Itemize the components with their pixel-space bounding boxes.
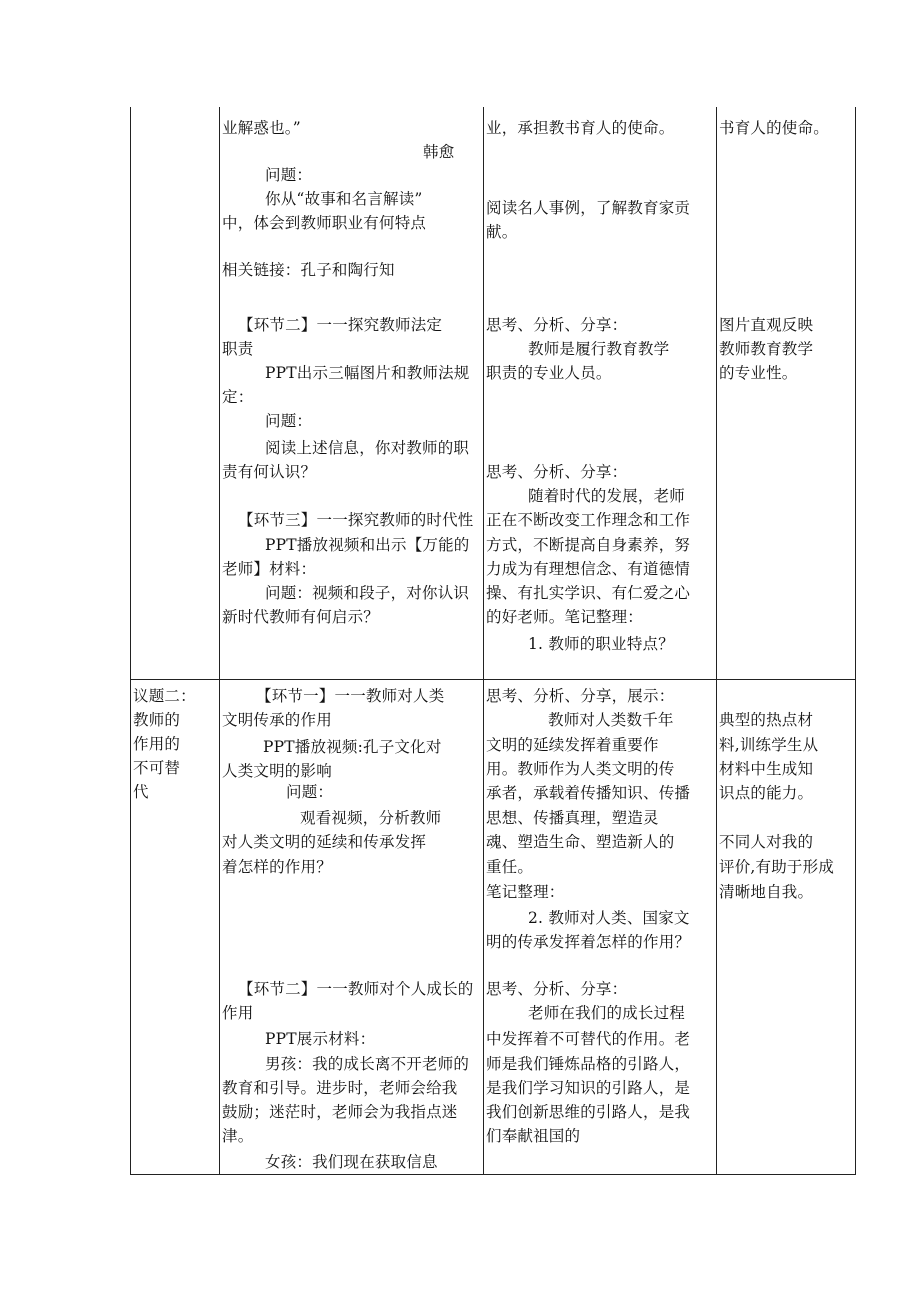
column-divider-2 <box>483 107 484 1175</box>
row1-process-line: 相关链接：孔子和陶行知 <box>222 261 395 279</box>
row2-activity-line: 们奉献祖国的 <box>486 1127 581 1145</box>
row2-activity-line: 中发挥着不可替代的作用。老 <box>486 1030 691 1048</box>
row1-process-line: 老师】材料： <box>222 560 317 578</box>
row1-activity-line: 职责的专业人员。 <box>486 364 612 382</box>
row1-process-line: PPT出示三幅图片和教师法规 <box>265 364 470 382</box>
row1-process-line: 定： <box>222 388 254 406</box>
row2-topic-line: 代 <box>133 783 149 801</box>
row1-intent-line: 书育人的使命。 <box>719 119 829 137</box>
row2-intent-line: 不同人对我的 <box>719 833 814 851</box>
row2-activity-line: 思想、传播真理，塑造灵 <box>486 809 659 827</box>
row1-process-line: 中，体会到教师职业有何特点 <box>222 214 427 232</box>
row1-intent-line: 的专业性。 <box>719 364 798 382</box>
row1-process-line: 新时代教师有何启示？ <box>222 608 380 626</box>
row2-activity-line: 重任。 <box>486 858 534 876</box>
row2-process-line: 着怎样的作用？ <box>222 858 332 876</box>
row2-intent-line: 材料中生成知 <box>719 760 814 778</box>
row2-topic-line: 议题二： <box>133 687 196 705</box>
table-border-left <box>130 107 131 1175</box>
row2-intent-line: 清晰地自我。 <box>719 883 814 901</box>
row1-process-line: 问题： <box>265 412 313 430</box>
row2-process-line: PPT播放视频:孔子文化对 <box>263 738 442 756</box>
row2-intent-line: 料,训练学生从 <box>719 736 819 754</box>
row2-process-line: 问题： <box>286 783 334 801</box>
row2-activity-line: 用。教师作为人类文明的传 <box>486 760 675 778</box>
table-border-right <box>855 107 856 1175</box>
row1-activity-line: 方式，不断提高自身素养，努 <box>486 536 691 554</box>
row2-activity-line: 明的传承发挥着怎样的作用？ <box>486 933 691 951</box>
row2-activity-line: 老师在我们的成长过程 <box>528 1004 686 1022</box>
row1-activity-line: 思考、分析、分享： <box>486 316 628 334</box>
row2-activity-line: 笔记整理： <box>486 883 565 901</box>
row1-process-line: 你从“故事和名言解读” <box>265 190 423 208</box>
row1-process-line: PPT播放视频和出示【万能的 <box>265 536 470 554</box>
row1-activity-line: 献。 <box>486 223 518 241</box>
row2-process-line: 津。 <box>222 1127 254 1145</box>
row2-intent-line: 识点的能力。 <box>719 784 814 802</box>
row2-process-line: 男孩：我的成长离不开老师的 <box>265 1055 470 1073</box>
row2-process-line: 【环节一】一一教师对人类 <box>256 687 445 705</box>
row1-activity-line: 正在不断改变工作理念和工作 <box>486 511 691 529</box>
row1-process-line: 业解惑也。” <box>222 119 301 137</box>
row2-intent-line: 评价,有助于形成 <box>719 858 835 876</box>
row1-process-line: 【环节二】一一探究教师法定 <box>238 316 443 334</box>
row1-activity-line: 业，承担教书育人的使命。 <box>486 119 675 137</box>
row2-process-line: 作用 <box>222 1004 254 1022</box>
row2-activity-line: 2. 教师对人类、国家文 <box>528 909 690 927</box>
row2-activity-line: 师是我们锤炼品格的引路人， <box>486 1055 691 1073</box>
row2-activity-line: 魂、塑造生命、塑造新人的 <box>486 833 675 851</box>
row2-activity-line: 文明的延续发挥着重要作 <box>486 736 659 754</box>
row2-process-line: 鼓励；迷茫时，老师会为我指点迷 <box>222 1103 458 1121</box>
row1-process-line: 阅读上述信息，你对教师的职 <box>265 439 470 457</box>
row2-process-line: 【环节二】一一教师对个人成长的 <box>238 980 474 998</box>
row2-process-line: 教育和引导。进步时，老师会给我 <box>222 1079 458 1097</box>
row1-activity-line: 随着时代的发展，老师 <box>528 487 686 505</box>
row1-activity-line: 1. 教师的职业特点？ <box>528 635 674 653</box>
row1-activity-line: 力成为有理想信念、有道德情 <box>486 560 691 578</box>
row1-activity-line: 思考、分析、分享： <box>486 463 628 481</box>
row1-activity-line: 阅读名人事例，了解教育家贡 <box>486 199 691 217</box>
table-border-bottom <box>130 1174 856 1175</box>
row2-process-line: 对人类文明的延续和传承发挥 <box>222 833 427 851</box>
row1-process-line: 问题： <box>265 166 313 184</box>
row2-intent-line: 典型的热点材 <box>719 711 814 729</box>
row1-process-line: 职责 <box>222 340 254 358</box>
row2-process-line: 观看视频，分析教师 <box>300 809 442 827</box>
row2-topic-line: 作用的 <box>133 735 181 753</box>
row1-activity-line: 教师是履行教育教学 <box>528 340 670 358</box>
row1-intent-line: 图片直观反映 <box>719 316 814 334</box>
row2-activity-line: 思考、分析、分享： <box>486 980 628 998</box>
row1-activity-line: 操、有扎实学识、有仁爱之心 <box>486 584 691 602</box>
row2-activity-line: 是我们学习知识的引路人，是 <box>486 1079 691 1097</box>
row1-process-line: 韩愈 <box>423 143 455 161</box>
row2-activity-line: 我们创新思维的引路人，是我 <box>486 1103 691 1121</box>
row2-activity-line: 教师对人类数千年 <box>548 711 674 729</box>
row1-activity-line: 的好老师。笔记整理： <box>486 608 644 626</box>
row1-process-line: 责有何认识？ <box>222 463 317 481</box>
row2-process-line: 人类文明的影响 <box>222 762 332 780</box>
row2-process-line: PPT展示材料： <box>265 1030 376 1048</box>
row-divider <box>130 679 856 680</box>
row1-intent-line: 教师教育教学 <box>719 340 814 358</box>
column-divider-3 <box>716 107 717 1175</box>
row2-activity-line: 思考、分析、分享，展示： <box>486 687 675 705</box>
row2-process-line: 文明传承的作用 <box>222 711 332 729</box>
row2-topic-line: 不可替 <box>133 759 181 777</box>
row2-process-line: 女孩：我们现在获取信息 <box>265 1153 438 1171</box>
row1-process-line: 【环节三】一一探究教师的时代性 <box>238 511 474 529</box>
row2-activity-line: 承者，承载着传播知识、传播 <box>486 784 691 802</box>
row2-topic-line: 教师的 <box>133 711 181 729</box>
row1-process-line: 问题：视频和段子，对你认识 <box>265 584 470 602</box>
column-divider-1 <box>219 107 220 1175</box>
